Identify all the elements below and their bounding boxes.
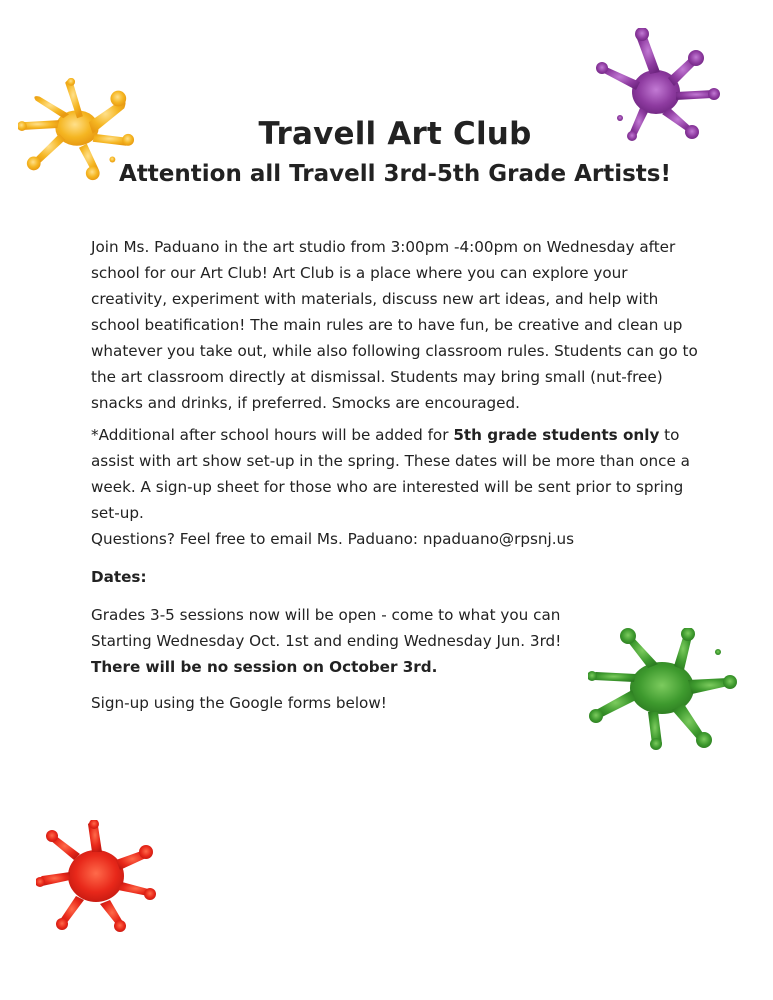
sessions-line: Grades 3-5 sessions now will be open - come to what you can (91, 606, 561, 624)
additional-hours-text: *Additional after school hours will be added for (91, 426, 454, 444)
additional-hours-paragraph (91, 422, 701, 526)
start-end-line: Starting Wednesday Oct. 1st and ending Wednesday Jun. 3rd! (91, 632, 562, 650)
questions-line (91, 526, 701, 552)
no-session-text: There will be no session on October 3rd. (91, 658, 438, 676)
red-paint-splat (36, 820, 156, 932)
additional-hours-text-end: to assist with art show set-up in the spring. These dates will be more than once a week. A sign-up sheet for those who are interested will be sent prior to spring set-up. (91, 426, 690, 522)
contact-email: npaduano@rpsnj.us (422, 530, 575, 548)
intro-paragraph: Join Ms. Paduano in the art studio from 3:00pm -4:00pm on Wednesday after school for our Art Club! Art Club is a place where you can explore your creativity, experiment with materials, discuss new art ideas, and help with school beatification! The main rules are to have fun, be creative and clean up whatever you take out, while also following classroom rules. Students can go to the art classroom directly at dismissal. Students may bring small (nut-free) snacks and drinks, if preferred. Smocks are encouraged. (91, 238, 698, 412)
page-subtitle: Attention all Travell 3rd-5th Grade Artists! (119, 161, 671, 187)
flyer-body (91, 234, 701, 716)
fifth-grade-emphasis: 5th grade students only (453, 426, 660, 444)
page-title: Travell Art Club (258, 116, 532, 152)
dates-heading: Dates: (91, 568, 147, 586)
no-session-line (91, 654, 701, 680)
signup-line: Sign-up using the Google forms below! (91, 694, 387, 712)
questions-label: Questions? Feel free to email Ms. Paduano: (91, 530, 423, 548)
